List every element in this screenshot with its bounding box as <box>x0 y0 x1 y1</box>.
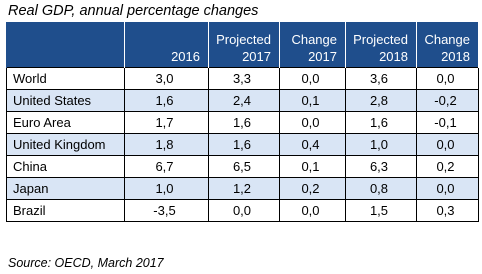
projected-2018-cell: 1,0 <box>346 134 417 156</box>
value-2016-cell: 1,8 <box>125 134 209 156</box>
country-cell: United States <box>7 90 125 112</box>
table-row-china <box>7 156 479 178</box>
header-change-2018 <box>417 22 479 68</box>
change-2018-cell: 0,0 <box>417 68 479 90</box>
projected-2018-cell: 6,3 <box>346 156 417 178</box>
header-change-2017-line1: Change <box>291 32 337 47</box>
header-projected-2017-line1: Projected <box>216 32 271 47</box>
table-header <box>7 22 479 68</box>
change-2017-cell: 0,0 <box>280 200 346 222</box>
header-row <box>7 22 479 68</box>
change-2017-cell: 0,1 <box>280 156 346 178</box>
table-row-world <box>7 68 479 90</box>
projected-2018-cell: 1,6 <box>346 112 417 134</box>
header-country-line1 <box>11 31 116 48</box>
change-2017-cell: 0,2 <box>280 178 346 200</box>
header-change-2018-line2: 2018 <box>441 49 470 64</box>
projected-2018-cell: 3,6 <box>346 68 417 90</box>
projected-2017-cell: 6,5 <box>209 156 280 178</box>
header-2016-line1 <box>129 31 200 48</box>
change-2018-cell: 0,0 <box>417 134 479 156</box>
header-projected-2018-line1: Projected <box>353 32 408 47</box>
change-2018-cell: -0,1 <box>417 112 479 134</box>
change-2018-cell: 0,2 <box>417 156 479 178</box>
value-2016-cell: 6,7 <box>125 156 209 178</box>
projected-2017-cell: 1,2 <box>209 178 280 200</box>
projected-2017-cell: 0,0 <box>209 200 280 222</box>
projected-2018-cell: 1,5 <box>346 200 417 222</box>
header-projected-2018-line2: 2018 <box>379 49 408 64</box>
value-2016-cell: 1,7 <box>125 112 209 134</box>
gdp-table <box>6 22 479 222</box>
source-note: Source: OECD, March 2017 <box>8 256 164 270</box>
header-projected-2018 <box>346 22 417 68</box>
header-change-2017-line2: 2017 <box>308 49 337 64</box>
value-2016-cell: 1,6 <box>125 90 209 112</box>
header-country-line2 <box>11 48 116 65</box>
change-2017-cell: 0,1 <box>280 90 346 112</box>
change-2018-cell: 0,3 <box>417 200 479 222</box>
projected-2017-cell: 1,6 <box>209 134 280 156</box>
projected-2017-cell: 1,6 <box>209 112 280 134</box>
header-2016-line2: 2016 <box>171 49 200 64</box>
table-row-japan <box>7 178 479 200</box>
projected-2017-cell: 3,3 <box>209 68 280 90</box>
projected-2018-cell: 2,8 <box>346 90 417 112</box>
country-cell: Brazil <box>7 200 125 222</box>
table-row-brazil <box>7 200 479 222</box>
projected-2017-cell: 2,4 <box>209 90 280 112</box>
table-row-united-states <box>7 90 479 112</box>
table-body <box>7 68 479 222</box>
table-title: Real GDP, annual percentage changes <box>8 3 259 19</box>
projected-2018-cell: 0,8 <box>346 178 417 200</box>
country-cell: Euro Area <box>7 112 125 134</box>
change-2018-cell: 0,0 <box>417 178 479 200</box>
change-2017-cell: 0,4 <box>280 134 346 156</box>
value-2016-cell: -3,5 <box>125 200 209 222</box>
header-change-2018-line1: Change <box>424 32 470 47</box>
value-2016-cell: 1,0 <box>125 178 209 200</box>
table-row-united-kingdom <box>7 134 479 156</box>
change-2018-cell: -0,2 <box>417 90 479 112</box>
country-cell: China <box>7 156 125 178</box>
change-2017-cell: 0,0 <box>280 112 346 134</box>
header-change-2017 <box>280 22 346 68</box>
header-projected-2017 <box>209 22 280 68</box>
header-2016 <box>125 22 209 68</box>
header-projected-2017-line2: 2017 <box>242 49 271 64</box>
country-cell: World <box>7 68 125 90</box>
country-cell: United Kingdom <box>7 134 125 156</box>
value-2016-cell: 3,0 <box>125 68 209 90</box>
table-row-euro-area <box>7 112 479 134</box>
change-2017-cell: 0,0 <box>280 68 346 90</box>
header-country <box>7 22 125 68</box>
country-cell: Japan <box>7 178 125 200</box>
